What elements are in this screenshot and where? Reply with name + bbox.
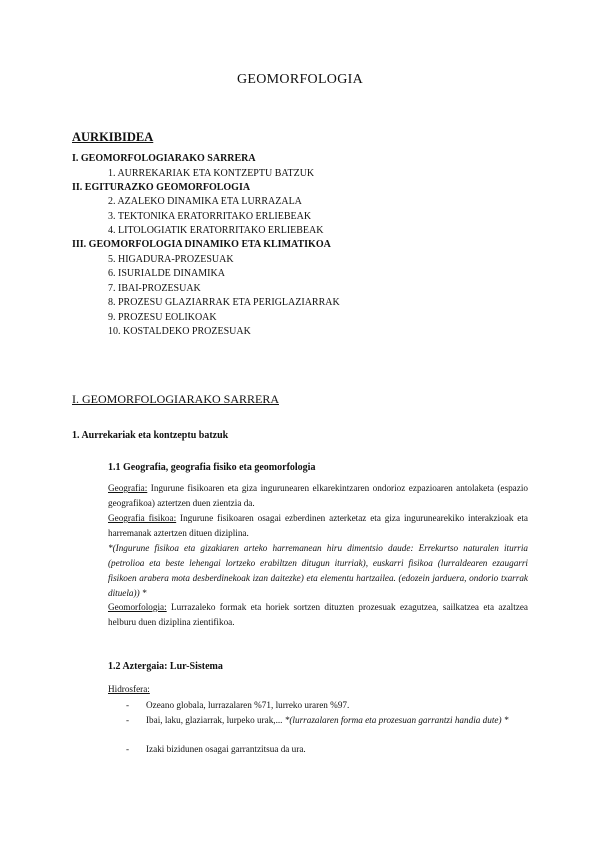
toc-item-7: 7. IBAI-PROZESUAK [108, 283, 201, 294]
toc-item-5: 5. HIGADURA-PROZESUAK [108, 254, 234, 265]
fisikoa-definition: Ingurune fisikoaren osagai ezberdinen azterketaz eta giza ingurunearekiko interakzioak eta harremanak aztertzen dituen diziplina. [108, 513, 528, 538]
list-item-text: Izaki bizidunen osagai garrantzitsua da ura. [146, 744, 306, 754]
note-paragraph: *(Ingurune fisikoa eta gizakiaren arteko harremanean hiru dimentsio daude: Errekurtso naturalen iturria (petrolioa eta beste lehengai lortzeko erabiltzen ditugun iturriak), euskarri fisikoa (lurraldearen ezaugarri fisikoen arabera mota desberdinekoak izan daitezke) eta elementu hartzailea. (edozein jarduera, ondorio txarrak dituela)) * [108, 543, 528, 598]
list-item-text-main: Ibai, laku, glaziarrak, lurpeko urak,... [146, 715, 285, 725]
list-item-text: Ozeano globala, lurrazalaren %71, lurreko uraren %97. [146, 700, 350, 710]
list-item [108, 698, 528, 713]
heading-1-1: 1.1 Geografia, geografia fisiko eta geomorfologia [108, 462, 316, 473]
list-item-text [146, 713, 528, 728]
toc-section-1: I. GEOMORFOLOGIARAKO SARRERA [72, 153, 256, 164]
hidrosfera-label: Hidrosfera: [108, 684, 150, 694]
geografia-definition: Ingurune fisikoaren eta giza ingurunearen elkarekintzaren ondorioz ezpazioaren antolaketa (espazio geografikoa) aztertzen duen zientzia da. [108, 483, 528, 508]
toc-section-3: III. GEOMORFOLOGIA DINAMIKO ETA KLIMATIKOA [72, 239, 331, 250]
bullet-dash: - [126, 715, 130, 725]
toc-item-2: 2. AZALEKO DINAMIKA ETA LURRAZALA [108, 196, 302, 207]
list-item-note: *(lurrazalaren forma eta prozesuan garrantzi handia dute) * [284, 715, 509, 725]
section-heading: I. GEOMORFOLOGIARAKO SARRERA [72, 392, 280, 406]
fisikoa-term: Geografia fisikoa: [108, 513, 177, 523]
geografia-paragraph [108, 481, 528, 511]
toc-heading: AURKIBIDEA [72, 130, 154, 144]
bullet-dash: - [126, 700, 130, 710]
toc-section-2: II. EGITURAZKO GEOMORFOLOGIA [72, 182, 251, 193]
page-title: GEOMORFOLOGIA [236, 72, 363, 87]
bullet-dash: - [126, 744, 130, 754]
heading-1-2: 1.2 Aztergaia: Lur-Sistema [108, 661, 223, 672]
geografia-term: Geografia: [108, 483, 148, 493]
geomorfologia-paragraph [108, 600, 528, 630]
geomorfologia-definition: Lurrazaleko formak eta horiek sortzen dituzten prozesuak ezagutzea, sailkatzea eta azaltzea helburu duen diziplina zientifikoa. [108, 602, 528, 627]
subsection-heading: 1. Aurrekariak eta kontzeptu batzuk [72, 430, 229, 441]
fisikoa-paragraph [108, 511, 528, 541]
geomorfologia-term: Geomorfologia: [108, 602, 167, 612]
toc-item-3: 3. TEKTONIKA ERATORRITAKO ERLIEBEAK [108, 211, 312, 222]
list-item [108, 713, 528, 743]
toc-item-6: 6. ISURIALDE DINAMIKA [108, 268, 225, 279]
toc-item-10: 10. KOSTALDEKO PROZESUAK [108, 326, 251, 337]
toc-item-4: 4. LITOLOGIATIK ERATORRITAKO ERLIEBEAK [108, 225, 324, 236]
toc-item-9: 9. PROZESU EOLIKOAK [108, 312, 217, 323]
list-item [108, 742, 528, 757]
toc-item-8: 8. PROZESU GLAZIARRAK ETA PERIGLAZIARRAK [108, 297, 340, 308]
toc-item-1: 1. AURREKARIAK ETA KONTZEPTU BATZUK [108, 168, 315, 179]
